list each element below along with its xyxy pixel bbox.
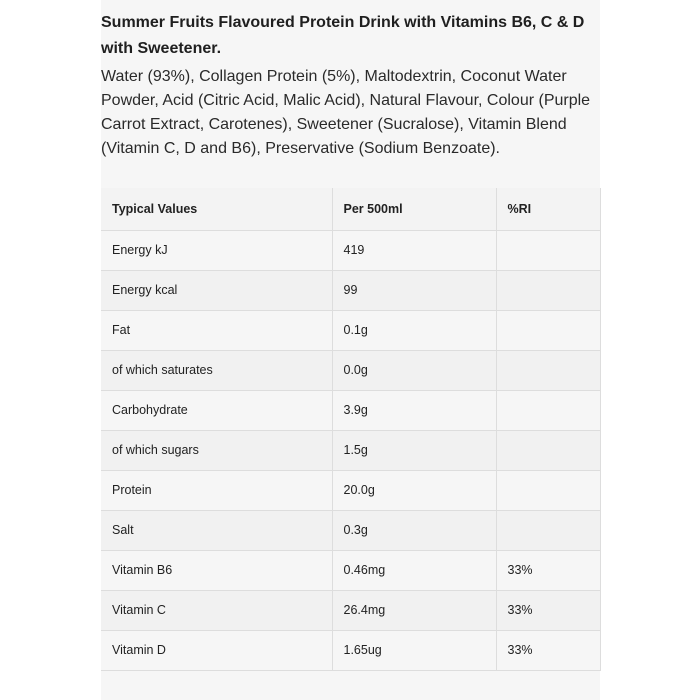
table-row — [101, 550, 600, 590]
nutrient-name: Vitamin D — [101, 630, 332, 670]
nutrient-ri — [496, 390, 600, 430]
nutrient-amount: 1.65ug — [332, 630, 496, 670]
header-per-500ml: Per 500ml — [332, 188, 496, 230]
table-row — [101, 430, 600, 470]
nutrient-ri — [496, 310, 600, 350]
nutrient-amount: 3.9g — [332, 390, 496, 430]
table-row — [101, 350, 600, 390]
nutrient-ri: 33% — [496, 590, 600, 630]
nutrient-ri — [496, 350, 600, 390]
nutrient-name: Vitamin C — [101, 590, 332, 630]
table-row — [101, 470, 600, 510]
nutrition-header-row — [101, 188, 600, 230]
table-row — [101, 510, 600, 550]
table-row — [101, 310, 600, 350]
nutrient-amount: 0.1g — [332, 310, 496, 350]
nutrient-amount: 419 — [332, 230, 496, 270]
nutrient-name: Salt — [101, 510, 332, 550]
nutrient-name: Fat — [101, 310, 332, 350]
nutrient-name: Energy kcal — [101, 270, 332, 310]
nutrient-amount: 20.0g — [332, 470, 496, 510]
nutrient-amount: 26.4mg — [332, 590, 496, 630]
nutrient-name: Protein — [101, 470, 332, 510]
table-row — [101, 590, 600, 630]
nutrient-name: of which sugars — [101, 430, 332, 470]
nutrient-ri — [496, 230, 600, 270]
nutrient-ri — [496, 430, 600, 470]
nutrition-table — [101, 188, 601, 671]
table-row — [101, 390, 600, 430]
nutrient-amount: 99 — [332, 270, 496, 310]
header-ri: %RI — [496, 188, 600, 230]
nutrient-amount: 0.3g — [332, 510, 496, 550]
table-row — [101, 630, 600, 670]
nutrient-name: Energy kJ — [101, 230, 332, 270]
nutrient-ri — [496, 510, 600, 550]
nutrient-ri: 33% — [496, 550, 600, 590]
table-row — [101, 230, 600, 270]
nutrient-ri: 33% — [496, 630, 600, 670]
nutrient-name: Carbohydrate — [101, 390, 332, 430]
nutrient-name: Vitamin B6 — [101, 550, 332, 590]
nutrient-amount: 0.46mg — [332, 550, 496, 590]
product-title: Summer Fruits Flavoured Protein Drink with Vitamins B6, C & D with Sweetener. — [101, 14, 585, 57]
nutrient-name: of which saturates — [101, 350, 332, 390]
ingredients-text: Water (93%), Collagen Protein (5%), Maltodextrin, Coconut Water Powder, Acid (Citric Acid, Malic Acid), Natural Flavour, Colour (Purple Carrot Extract, Carotenes), Sweetener (Sucralose), Vitamin Blend (Vitamin C, D and B6), Preservative (Sodium Benzoate). — [101, 68, 591, 157]
nutrient-amount: 0.0g — [332, 350, 496, 390]
nutrient-ri — [496, 270, 600, 310]
header-typical-values: Typical Values — [101, 188, 332, 230]
table-row — [101, 270, 600, 310]
nutrient-amount: 1.5g — [332, 430, 496, 470]
nutrient-ri — [496, 470, 600, 510]
